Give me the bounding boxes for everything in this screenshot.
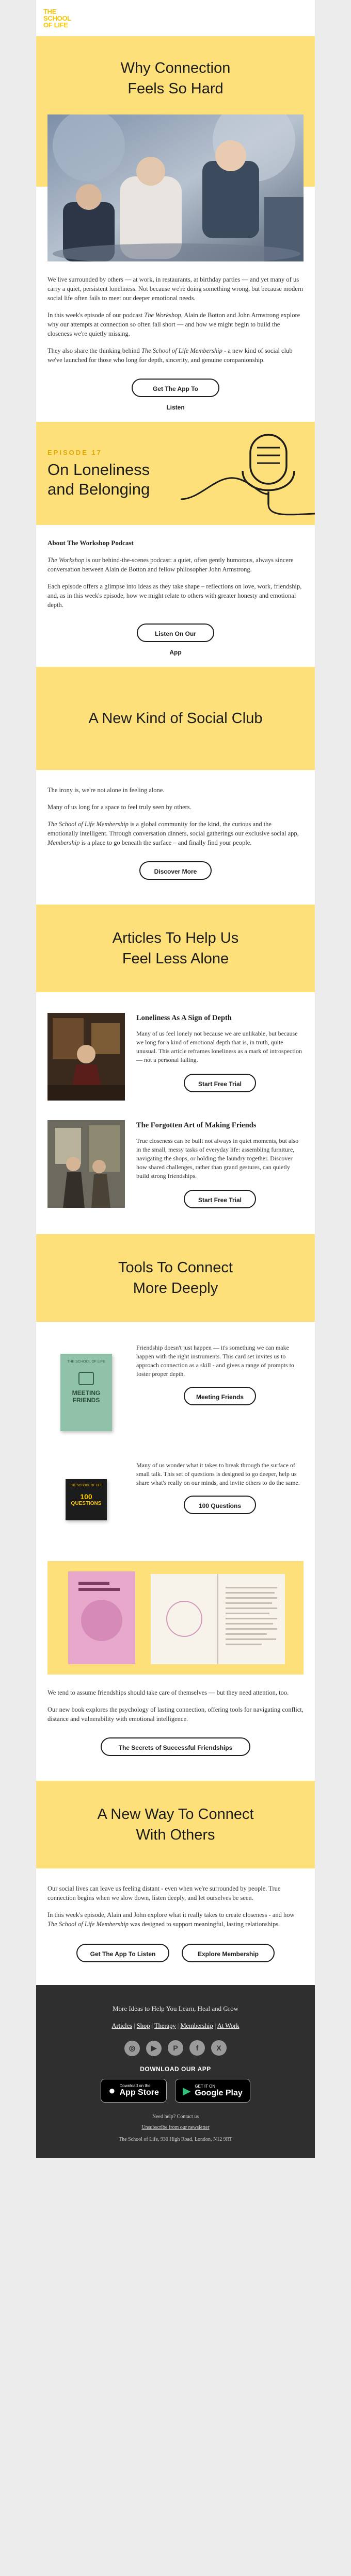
tool-body: [125, 1461, 304, 1538]
podcast-title: [47, 460, 150, 499]
membership-name: Membership: [47, 839, 80, 846]
club-title: A New Kind of Social Club: [88, 710, 263, 727]
secrets-of-friendships-button[interactable]: The Secrets of Successful Friendships: [101, 1737, 250, 1756]
tools-title-line: More Deeply: [133, 1280, 218, 1297]
100-questions-button[interactable]: 100 Questions: [184, 1496, 256, 1514]
get-app-to-listen-button[interactable]: Get The App To Listen: [132, 379, 219, 397]
footer-address: The School of Life, 930 High Road, London, N12 9RT: [119, 2137, 232, 2142]
microphone-icon: [181, 422, 315, 525]
100-questions-cover[interactable]: THE SCHOOL OF LIFE 100 QUESTIONS: [47, 1461, 125, 1538]
cover-title: FRIENDS: [72, 1397, 100, 1404]
podcast-title-line: and Belonging: [47, 480, 150, 498]
text-span: In this week's episode of our podcast: [47, 311, 145, 319]
article-title[interactable]: The Forgotten Art of Making Friends: [136, 1121, 257, 1129]
new-way-paragraph: Our social lives can leave us feeling distant - even when we're surrounded by people. True connection begins when we slow down, listen deeply, and let ourselves be seen.: [47, 1885, 281, 1901]
hero-title-line: Why Connection: [120, 60, 231, 76]
club-paragraph: [47, 819, 304, 847]
app-store-badge[interactable]: [101, 2079, 167, 2103]
badge-big-text: Google Play: [195, 2088, 243, 2097]
text-span: , Alain de Botton and John Armstrong explore why our attempts at connection so often fall short — and how we might begin to build the closeness we're quietly missing.: [47, 311, 300, 337]
badge-small-text: GET IT ON: [195, 2083, 216, 2089]
cover-title: MEETING: [72, 1389, 101, 1397]
article-body: [125, 1120, 304, 1208]
membership-name: The School of Life Membership: [47, 821, 129, 828]
tool-card: [36, 1343, 315, 1441]
cover-title: 100: [80, 1492, 92, 1501]
intro-paragraph: [47, 346, 304, 365]
tool-text: Many of us wonder what it takes to break through the surface of small talk. This set of questions is designed to go deeper, help us share what's really on our minds, and invite others to do the same.: [136, 1462, 300, 1486]
explore-membership-button[interactable]: Explore Membership: [182, 1944, 275, 1962]
new-way-paragraph: [47, 1910, 304, 1929]
pinterest-icon[interactable]: P: [168, 2040, 183, 2056]
x-icon[interactable]: X: [211, 2040, 227, 2056]
hero-painting-image: [47, 114, 304, 261]
start-free-trial-button[interactable]: Start Free Trial: [184, 1190, 256, 1208]
tools-list: [36, 1322, 315, 1538]
articles-title-line: Feel Less Alone: [122, 950, 229, 967]
podcast-name: The Workshop: [144, 311, 181, 319]
logo-line: OF LIFE: [43, 21, 68, 29]
podcast-title-line: On Loneliness: [47, 461, 150, 479]
about-paragraph: [47, 555, 304, 574]
text-span: In this week's episode, Alain and John explore what it really takes to create closeness - and how: [47, 1911, 295, 1918]
tool-body: [125, 1343, 304, 1441]
social-icons: [36, 2040, 315, 2056]
book-text: [36, 1675, 315, 1724]
hero-image-wrap: [36, 114, 315, 261]
new-way-title: [97, 1804, 253, 1845]
new-way-section: [36, 1781, 315, 1868]
listen-on-app-button[interactable]: Listen On Our App: [137, 624, 214, 642]
club-text: [36, 770, 315, 847]
footer-link-articles[interactable]: Articles: [111, 2022, 133, 2029]
club-paragraph: The irony is, we're not alone in feeling alone.: [47, 786, 165, 794]
help-link[interactable]: Need help? Contact us: [152, 2114, 199, 2120]
footer-link-shop[interactable]: Shop: [136, 2022, 150, 2029]
text-span: is our behind-the-scenes podcast: a quiet, often gently humorous, always sincere conversation between Alain de Botton and fellow philosopher John Armstrong.: [47, 556, 294, 573]
text-span: is a place to go beneath the surface – and finally find your people.: [79, 839, 252, 846]
footer-links: Articles | Shop | Therapy | Membership | At Work: [111, 2022, 240, 2029]
article-image[interactable]: [47, 1120, 125, 1208]
tool-text: Friendship doesn't just happen — it's something we can make happen with the right instruments. This card set invites us to approach connection as a skill - and gives a range of prompts to foster proper depth.: [136, 1344, 294, 1377]
meeting-friends-cover[interactable]: THE SCHOOL OF LIFE MEETING FRIENDS: [47, 1343, 125, 1441]
club-section: [36, 667, 315, 770]
logo-line: SCHOOL: [43, 14, 71, 22]
hero-intro: [36, 261, 315, 365]
header: [36, 0, 315, 36]
new-way-text: [36, 1868, 315, 1929]
podcast-name: The Workshop: [47, 556, 85, 564]
discover-more-button[interactable]: Discover More: [139, 861, 212, 880]
articles-title-line: Articles To Help Us: [112, 930, 239, 946]
footer-link-at-work[interactable]: At Work: [217, 2022, 240, 2029]
podcast-about: [36, 525, 315, 610]
article-text: True closeness can be built not always in quiet moments, but also in the small, messy tasks of everyday life: assembling furniture, navigating the shops, or holding the laundry together. Discover how shared challenges, rather than grand gestures, can quietly build strong friendships.: [136, 1137, 299, 1179]
hero-title-line: Feels So Hard: [127, 80, 224, 97]
book-image[interactable]: [47, 1561, 304, 1675]
about-paragraph: Each episode offers a glimpse into ideas as they take shape – reflections on love, work, friendship, and, as in this week's episode, how we might relate to others with greater honesty and emotional depth.: [47, 583, 302, 609]
text-span: - a new kind of social club we've launched for those who long for depth, sincerity, and genuine companionship.: [47, 347, 293, 364]
book-paragraph: We tend to assume friendships should take care of themselves — but they need attention, too.: [47, 1689, 289, 1696]
article-image[interactable]: [47, 1013, 125, 1101]
article-card: [36, 1013, 315, 1101]
articles-list: [36, 992, 315, 1208]
tools-title-line: Tools To Connect: [118, 1259, 233, 1276]
article-text: Many of us feel lonely not because we are unlikable, but because we long for a kind of emotional depth that is, in truth, quite unusual. This article reframes loneliness as a mark of introspection — not a personal failing.: [136, 1030, 302, 1063]
start-free-trial-button[interactable]: Start Free Trial: [184, 1074, 256, 1092]
new-way-title-line: With Others: [136, 1827, 215, 1843]
footer-heading: More Ideas to Help You Learn, Heal and Grow: [112, 2005, 239, 2012]
intro-paragraph: [47, 310, 304, 338]
membership-name: The School of Life Membership: [141, 347, 222, 354]
tools-title: [118, 1257, 233, 1299]
text-span: was designed to support meaningful, lasting relationships.: [128, 1921, 280, 1928]
youtube-icon[interactable]: ▶: [146, 2041, 162, 2056]
text-span: They also share the thinking behind: [47, 347, 141, 354]
new-way-title-line: A New Way To Connect: [97, 1806, 254, 1823]
article-body: [125, 1013, 304, 1101]
badge-small-text: Download on the: [119, 2083, 151, 2088]
about-heading: About The Workshop Podcast: [47, 539, 134, 547]
intro-paragraph: We live surrounded by others — at work, in restaurants, at birthday parties — and yet many of us carry a quiet, persistent loneliness. Not because we're doing something wrong, but because modern social life often fails to meet our deeper emotional needs.: [47, 276, 304, 302]
cover-title: QUESTIONS: [71, 1501, 102, 1506]
hero-title: [36, 36, 315, 114]
hero-section: [36, 36, 315, 114]
article-title[interactable]: Loneliness As A Sign of Depth: [136, 1014, 232, 1022]
footer-link-therapy[interactable]: Therapy: [154, 2022, 176, 2029]
email-container: [36, 0, 315, 2158]
podcast-banner[interactable]: [36, 422, 315, 525]
badge-big-text: App Store: [119, 2088, 159, 2097]
google-play-badge[interactable]: [175, 2079, 250, 2103]
text-span: is a global community for the kind, the curious and the emotionally intelligent. Through conversation dinners, social gatherings our exclusive social app,: [47, 821, 299, 837]
store-badges: [36, 2079, 315, 2103]
club-paragraph: Many of us long for a space to feel truly seen by others.: [47, 803, 192, 811]
tools-section: [36, 1234, 315, 1322]
new-way-buttons: [36, 1937, 315, 1985]
footer: [36, 1985, 315, 2158]
articles-section: [36, 905, 315, 992]
facebook-icon[interactable]: f: [189, 2040, 205, 2056]
google-play-icon: ▶: [182, 2085, 191, 2097]
tool-card: [36, 1461, 315, 1538]
download-app-label: DOWNLOAD OUR APP: [140, 2065, 211, 2073]
meeting-friends-button[interactable]: Meeting Friends: [184, 1387, 256, 1405]
book-paragraph: Our new book explores the psychology of lasting connection, offering tools for navigating conflict, distance and vulnerability with emotional intelligence.: [47, 1706, 304, 1722]
unsubscribe-link[interactable]: Unsubscribe from our newsletter: [141, 2125, 210, 2130]
logo-line: THE: [43, 7, 57, 15]
apple-icon: ●: [108, 2083, 116, 2097]
instagram-icon[interactable]: ◎: [124, 2041, 140, 2056]
footer-link-membership[interactable]: Membership: [180, 2022, 213, 2029]
articles-title: [113, 928, 238, 969]
episode-label: EPISODE 17: [47, 449, 102, 456]
membership-name: The School of Life Membership: [47, 1921, 129, 1928]
school-of-life-logo[interactable]: [43, 8, 71, 28]
get-app-to-listen-button[interactable]: Get The App To Listen: [76, 1944, 169, 1962]
article-card: [36, 1120, 315, 1208]
